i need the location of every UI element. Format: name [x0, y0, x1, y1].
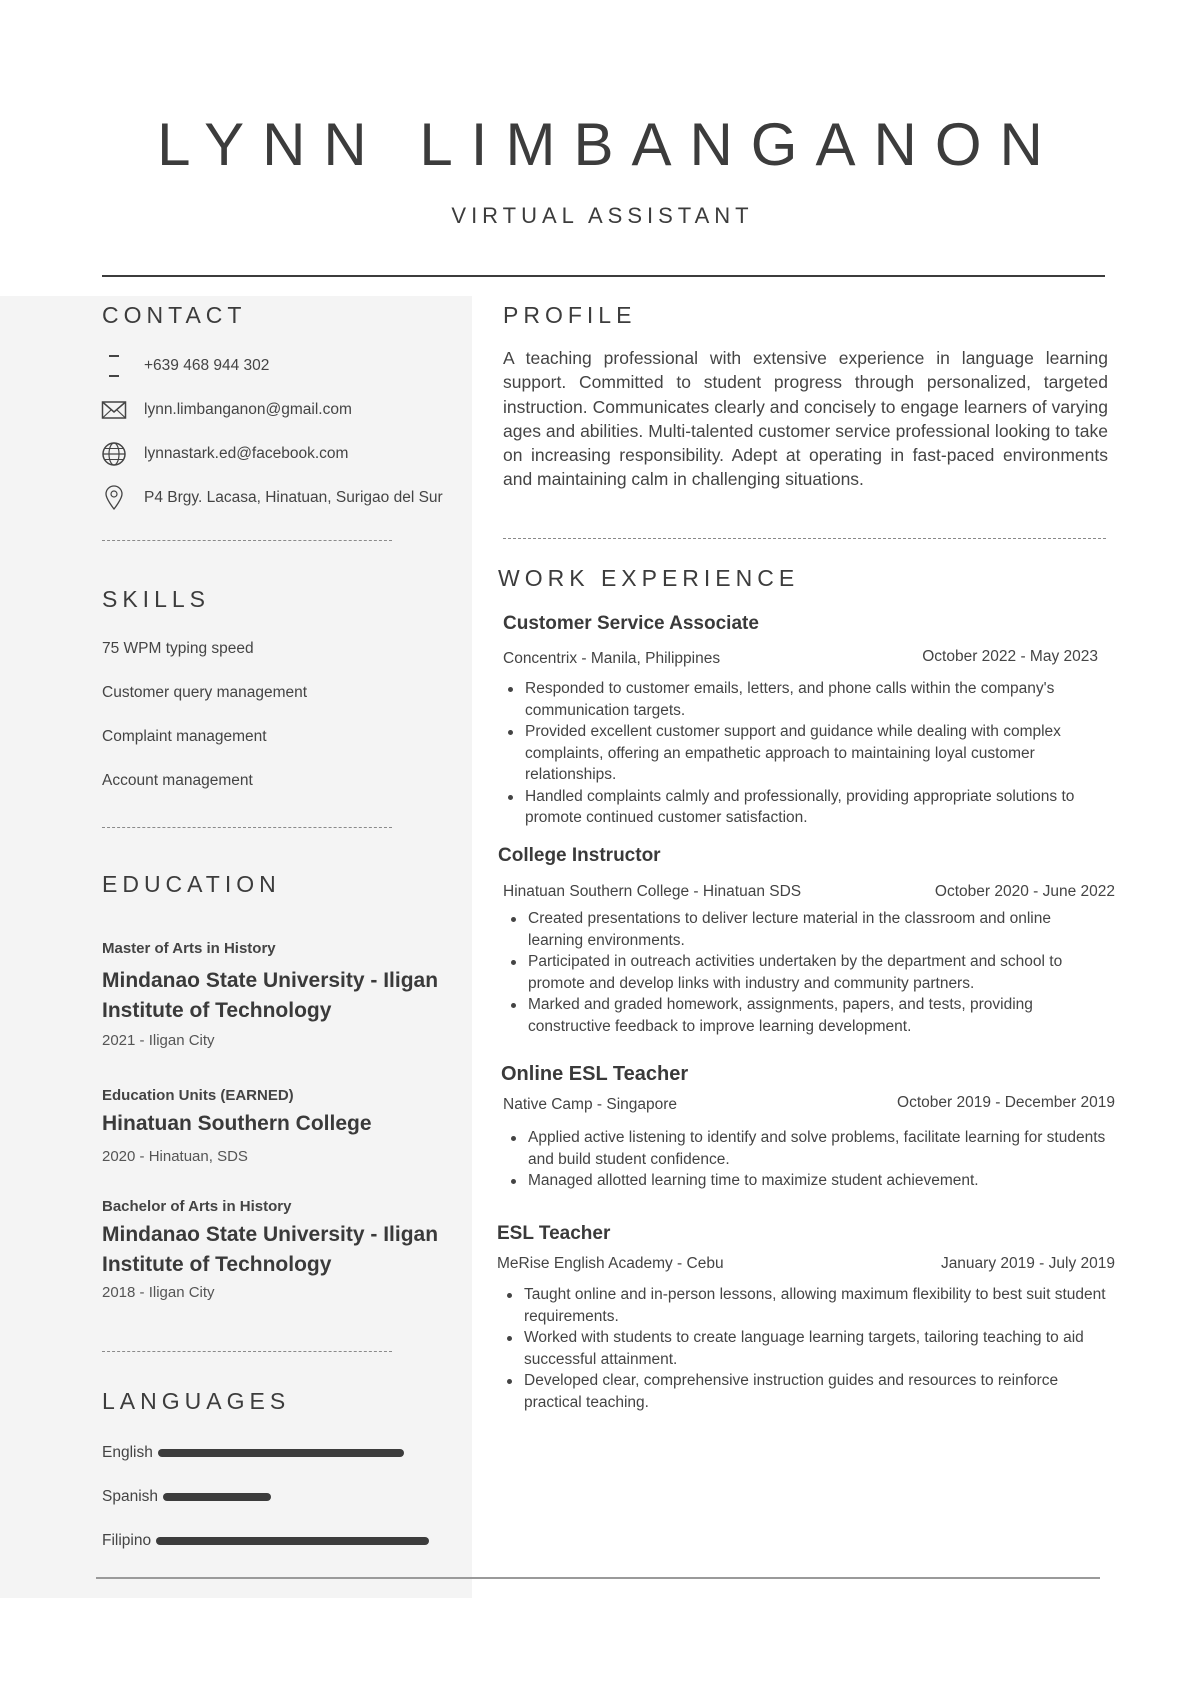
- job-bullet: Taught online and in-person lessons, allowing maximum flexibility to best suit student requirements.: [502, 1284, 1107, 1327]
- candidate-title: VIRTUAL ASSISTANT: [451, 203, 754, 228]
- education-meta: 2021 - Iligan City: [102, 1032, 215, 1049]
- job-company: Hinatuan Southern College - Hinatuan SDS: [503, 883, 802, 900]
- job-title: ESL Teacher: [497, 1223, 611, 1244]
- contact-address: [100, 485, 443, 511]
- language-level-bar: [163, 1493, 271, 1501]
- contact-heading: CONTACT: [102, 302, 247, 328]
- skill-item: Customer query management: [102, 684, 308, 701]
- footer-divider: [96, 1577, 1100, 1579]
- education-divider: [102, 1351, 392, 1352]
- job-bullet: Provided excellent customer support and guidance while dealing with complex complaints, offering an empathetic approach to maintaining loyal customer relationships.: [503, 721, 1103, 786]
- job-dates: October 2022 - May 2023: [922, 648, 1098, 665]
- education-school: Mindanao State University - Iligan Institute of Technology: [102, 969, 439, 1022]
- skill-item: Complaint management: [102, 728, 267, 745]
- contact-web[interactable]: [100, 441, 348, 467]
- job-bullets: [506, 1127, 1106, 1192]
- language-level-bar: [158, 1449, 404, 1457]
- job-bullet: Managed allotted learning time to maximize student achievement.: [506, 1170, 1106, 1192]
- job-bullets: [503, 678, 1103, 829]
- job-bullets: [506, 908, 1106, 1037]
- candidate-name: LYNN LIMBANGANON: [157, 111, 1061, 178]
- job-bullet: Participated in outreach activities undertaken by the department and school to promote and develop links with industry and community partners.: [506, 951, 1106, 994]
- job-dates: October 2020 - June 2022: [934, 883, 1115, 900]
- job-company: Concentrix - Manila, Philippines: [503, 650, 721, 667]
- job-bullet: Applied active listening to identify and solve problems, facilitate learning for students and build student confidence.: [506, 1127, 1106, 1170]
- contact-email[interactable]: [100, 397, 352, 423]
- job-bullet: Handled complaints calmly and professionally, providing appropriate solutions to promote continued customer satisfaction.: [503, 786, 1103, 829]
- language-label: Spanish: [102, 1488, 159, 1505]
- profile-summary: A teaching professional with extensive experience in language learning support. Committed to student progress through personalized, targeted instruction. Communicates clearly and concisely to engage learners of varying ages and abilities. Multi-talented customer service professional looking to take on increasing responsibility. Adept at operating in fast-paced environments and maintaining calm in challenging situations.: [503, 348, 1108, 490]
- job-bullet: Created presentations to deliver lecture material in the classroom and online learning environments.: [506, 908, 1106, 951]
- skill-item: 75 WPM typing speed: [102, 640, 254, 657]
- job-company: MeRise English Academy - Cebu: [497, 1255, 724, 1272]
- contact-divider: [102, 540, 392, 541]
- job-bullets: [502, 1284, 1107, 1413]
- job-dates: January 2019 - July 2019: [940, 1255, 1115, 1272]
- header-divider: [102, 275, 1105, 277]
- contact-phone: [100, 353, 269, 379]
- location-icon: [100, 485, 128, 511]
- job-title: Online ESL Teacher: [501, 1063, 689, 1085]
- language-filipino: [102, 1531, 456, 1551]
- contact-web-text[interactable]: lynnastark.ed@facebook.com: [144, 445, 349, 462]
- contact-phone-text: +639 468 944 302: [144, 357, 270, 374]
- education-school: Hinatuan Southern College: [102, 1112, 372, 1135]
- work-heading: WORK EXPERIENCE: [498, 565, 800, 591]
- education-meta: 2018 - Iligan City: [102, 1284, 215, 1301]
- job-bullet: Responded to customer emails, letters, and phone calls within the company's communication targets.: [503, 678, 1103, 721]
- education-degree: Master of Arts in History: [102, 940, 276, 957]
- language-english: [102, 1443, 458, 1463]
- job-bullet: Developed clear, comprehensive instruction guides and resources to reinforce practical teaching.: [502, 1370, 1107, 1413]
- language-level-bar: [156, 1537, 429, 1545]
- email-icon: [100, 397, 128, 423]
- profile-divider: [503, 538, 1106, 539]
- skills-heading: SKILLS: [102, 586, 210, 612]
- job-dates: October 2019 - December 2019: [897, 1094, 1115, 1111]
- phone-icon: [100, 353, 128, 379]
- job-bullet: Marked and graded homework, assignments, papers, and tests, providing constructive feedback to improve learning development.: [506, 994, 1106, 1037]
- job-bullet: Worked with students to create language learning targets, tailoring teaching to aid successful attainment.: [502, 1327, 1107, 1370]
- education-meta: 2020 - Hinatuan, SDS: [102, 1148, 248, 1165]
- globe-icon: [100, 441, 128, 467]
- language-label: English: [102, 1444, 153, 1461]
- job-company: Native Camp - Singapore: [503, 1096, 678, 1113]
- job-title: Customer Service Associate: [503, 613, 759, 634]
- language-label: Filipino: [102, 1532, 152, 1549]
- languages-heading: LANGUAGES: [102, 1388, 291, 1414]
- skill-item: Account management: [102, 772, 253, 789]
- profile-heading: PROFILE: [503, 302, 637, 328]
- contact-address-text: P4 Brgy. Lacasa, Hinatuan, Surigao del Sur: [144, 489, 443, 506]
- education-heading: EDUCATION: [102, 871, 281, 897]
- language-spanish: [102, 1487, 463, 1507]
- education-degree: Education Units (EARNED): [102, 1087, 294, 1104]
- contact-email-text[interactable]: lynn.limbanganon@gmail.com: [144, 401, 352, 418]
- education-school: Mindanao State University - Iligan Institute of Technology: [102, 1223, 439, 1276]
- education-degree: Bachelor of Arts in History: [102, 1198, 292, 1215]
- skills-divider: [102, 827, 392, 828]
- job-title: College Instructor: [498, 845, 661, 866]
